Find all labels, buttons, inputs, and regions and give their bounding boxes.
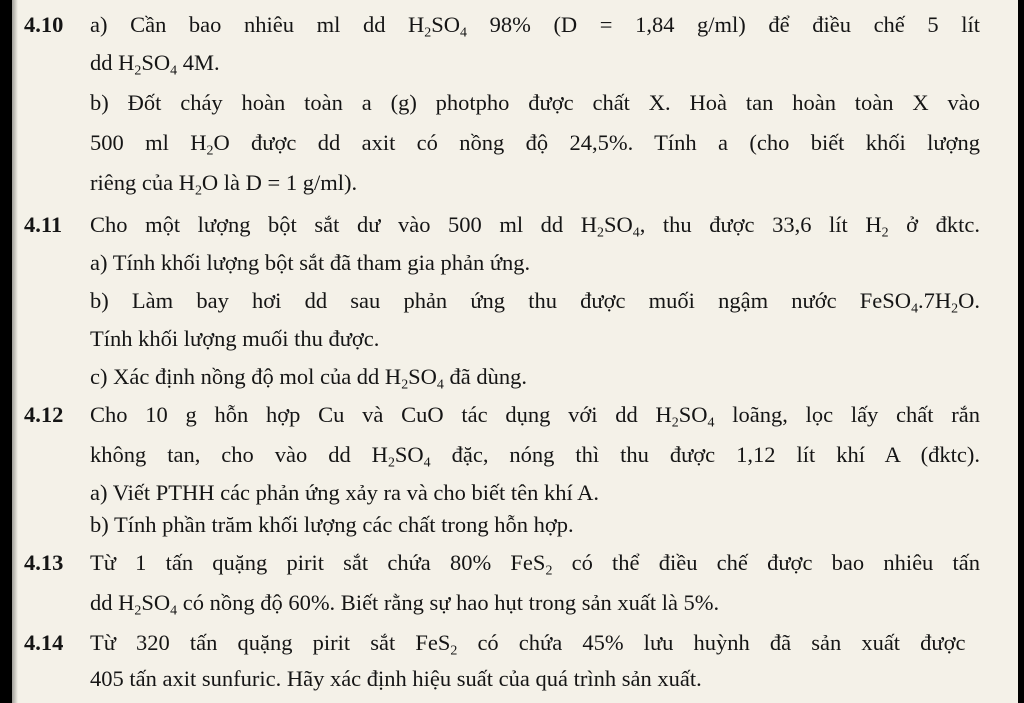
problem-text-line	[90, 550, 980, 579]
problem-text-line	[90, 364, 528, 393]
problem-text-line	[90, 328, 379, 351]
text-run: dd H	[90, 50, 135, 75]
text-run: O.	[958, 288, 980, 313]
subscript: 2	[401, 377, 409, 393]
problem-text-line	[90, 442, 980, 471]
text-run: đặc, nóng thì thu được 1,12 lít khí A (đktc).	[430, 442, 980, 467]
page-edge-shadow	[12, 0, 18, 703]
problem-text-line	[90, 630, 966, 659]
problem-text-line	[90, 92, 980, 115]
text-run: SO	[141, 590, 171, 615]
problem-text-line	[90, 590, 720, 619]
text-run: a) Tính khối lượng bột sắt đã tham gia phản ứng.	[90, 250, 531, 275]
text-run: , thu được 33,6 lít H	[639, 212, 882, 237]
problem-text-line	[90, 668, 702, 691]
text-run: SO	[678, 402, 708, 427]
subscript: 4	[170, 603, 178, 619]
text-run: Từ 1 tấn quặng pirit sắt chứa 80% FeS	[90, 550, 546, 575]
text-run: ở đktc.	[888, 212, 980, 237]
text-run: riêng của H	[90, 170, 195, 195]
text-run: có thể điều chế được bao nhiêu tấn	[552, 550, 980, 575]
problem-text-line	[90, 402, 981, 431]
text-run: a) Viết PTHH các phản ứng xảy ra và cho biết tên khí A.	[90, 480, 600, 505]
text-run: có nồng độ 60%. Biết rằng sự hao hụt trong sản xuất là 5%.	[177, 590, 720, 615]
problem-text-line	[90, 288, 980, 317]
subscript: 2	[424, 25, 432, 41]
text-run: Tính khối lượng muối thu được.	[90, 326, 380, 351]
problem-number: 4.12	[24, 402, 64, 427]
subscript: 4	[707, 415, 715, 431]
text-run: c) Xác định nồng độ mol của dd H	[90, 364, 402, 389]
subscript: 2	[387, 455, 395, 471]
problem-number: 4.11	[24, 212, 63, 237]
subscript: 4	[460, 25, 467, 41]
subscript: 2	[671, 415, 679, 431]
subscript: 2	[134, 603, 142, 619]
text-run: dd H	[90, 590, 135, 615]
subscript: 4	[170, 63, 178, 79]
text-run: SO	[394, 442, 424, 467]
text-run: b) Đốt cháy hoàn toàn a (g) photpho được chất X. Hoà tan hoàn toàn X vào	[90, 90, 980, 115]
text-run: Từ 320 tấn quặng pirit sắt FeS	[90, 630, 451, 655]
text-run: 98% (D = 1,84 g/ml) để điều chế 5 lít	[467, 12, 980, 37]
subscript: 4	[436, 377, 444, 393]
problem-text-line	[90, 212, 980, 241]
subscript: 4	[632, 225, 640, 241]
text-run: Cho 10 g hỗn hợp Cu và CuO tác dụng với dd H	[90, 402, 672, 427]
problem-number: 4.10	[24, 12, 64, 37]
problem-text-line	[90, 50, 220, 79]
text-run: 500 ml H	[90, 130, 207, 155]
subscript: 4	[911, 301, 919, 317]
problem-text-line	[90, 482, 599, 505]
problem-text-line	[90, 252, 530, 275]
problem-text-line	[90, 130, 980, 159]
subscript: 2	[596, 225, 604, 241]
text-run: b) Làm bay hơi dd sau phản ứng thu được muối ngậm nước FeSO	[90, 288, 912, 313]
text-run: .7H	[918, 288, 952, 313]
subscript: 2	[206, 143, 214, 159]
textbook-page	[12, 0, 1018, 703]
text-run: 4M.	[177, 50, 220, 75]
problem-text-line	[90, 12, 980, 41]
subscript: 2	[134, 63, 142, 79]
problem-text-line	[90, 514, 574, 537]
text-run: O là D = 1 g/ml).	[201, 170, 358, 195]
text-run: O được dd axit có nồng độ 24,5%. Tính a (cho biết khối lượng	[213, 130, 980, 155]
text-run: Cho một lượng bột sắt dư vào 500 ml dd H	[90, 212, 597, 237]
subscript: 2	[545, 563, 553, 579]
text-run: có chứa 45% lưu huỳnh đã sản xuất được	[457, 630, 966, 655]
subscript: 2	[194, 183, 202, 199]
text-run: SO	[141, 50, 171, 75]
subscript: 2	[951, 301, 959, 317]
problem-number: 4.13	[24, 550, 64, 575]
subscript: 2	[881, 225, 889, 241]
text-run: a) Cần bao nhiêu ml dd H	[90, 12, 425, 37]
text-run: loãng, lọc lấy chất rắn	[714, 402, 981, 427]
text-run: SO	[603, 212, 633, 237]
text-run: đã dùng.	[443, 364, 528, 389]
text-run: không tan, cho vào dd H	[90, 442, 388, 467]
text-run: SO	[431, 12, 461, 37]
problem-text-line	[90, 170, 358, 199]
text-run: SO	[408, 364, 437, 389]
text-run: 405 tấn axit sunfuric. Hãy xác định hiệu suất của quá trình sản xuất.	[90, 666, 702, 691]
text-run: b) Tính phần trăm khối lượng các chất trong hỗn hợp.	[90, 512, 574, 537]
subscript: 2	[450, 643, 458, 659]
problem-number: 4.14	[24, 630, 64, 655]
subscript: 4	[423, 455, 431, 471]
